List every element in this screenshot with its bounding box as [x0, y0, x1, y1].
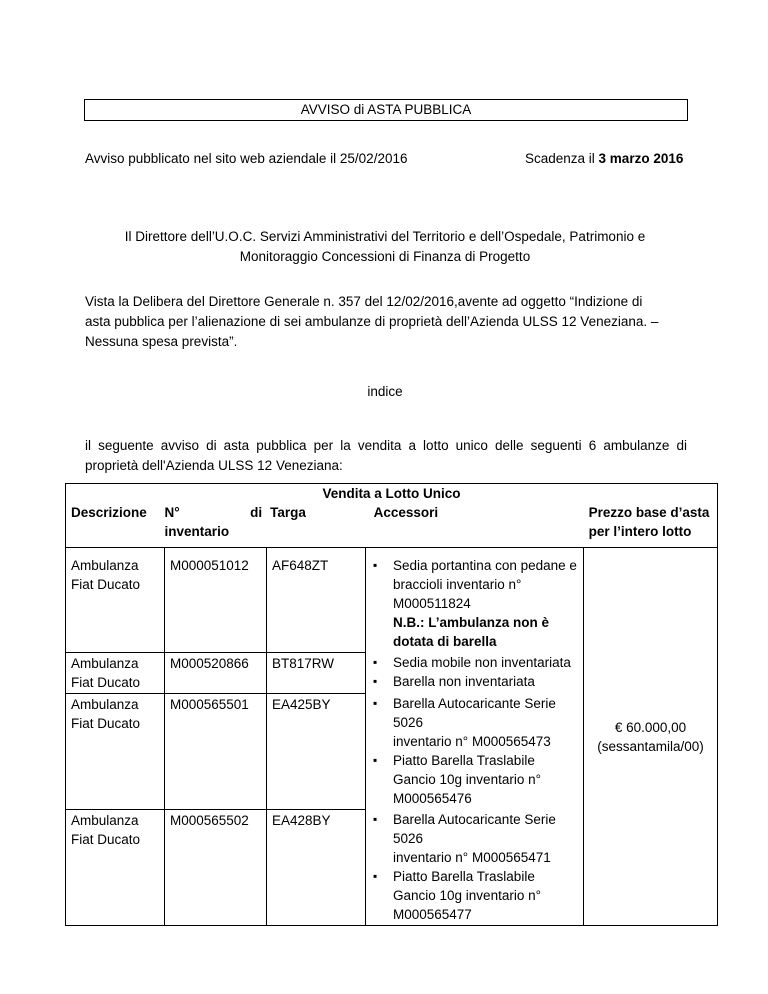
header-content	[71, 484, 712, 541]
director-line-1: Il Direttore dell’U.O.C. Servizi Amministrativi del Territorio e dell’Ospedale, Patrimonio e	[124, 229, 646, 244]
row-3-targa: EA425BY	[267, 693, 366, 809]
list-item: ▪ Piatto Barella Traslabile Gancio 10g inventario n° M000565476	[389, 751, 578, 808]
row-1-accessori	[366, 548, 584, 653]
row-2-description	[66, 652, 165, 693]
price-cell	[584, 548, 718, 926]
row-1-desc-line-2: Fiat Ducato	[71, 577, 141, 592]
vista-line-2: asta pubblica per l’alienazione di sei ambulanze di proprietà dell’Azienda ULSS 12 Veneziana. –	[85, 314, 659, 329]
list-item: ▪ Sedia portantina con pedane e braccioli inventario n° M000511824	[389, 556, 578, 613]
row-4-acc-a: Barella Autocaricante Serie 5026	[393, 812, 556, 846]
publication-date-text: Avviso pubblicato nel sito web aziendale il 25/02/2016	[85, 151, 408, 166]
row-1-desc-line-1: Ambulanza	[71, 558, 139, 573]
row-3-inventario: M000565501	[165, 693, 267, 809]
header-targa: Targa	[270, 505, 306, 520]
row-4-inventario: M000565502	[165, 809, 267, 926]
ambulance-lot-table	[65, 483, 718, 926]
deadline-date: 3 marzo 2016	[598, 151, 684, 166]
vista-paragraph	[85, 292, 687, 352]
intro-line-2: proprietà dell'Azienda ULSS 12 Veneziana:	[85, 458, 343, 473]
director-line-2: Monitoraggio Concessioni di Finanza di Progetto	[239, 249, 531, 264]
row-3-desc-line-1: Ambulanza	[71, 696, 139, 712]
deadline-text	[525, 150, 683, 168]
intro-line-1: il seguente avviso di asta pubblica per la vendita a lotto unico delle seguenti 6 ambulanze di	[85, 438, 687, 453]
row-1-note: N.B.: L’ambulanza non è dotata di barella	[393, 615, 550, 649]
indice-text: indice	[367, 384, 403, 399]
price-amount: € 60.000,00	[614, 719, 687, 735]
row-2-accessori	[366, 652, 584, 693]
row-4-acc-a2: inventario n° M000565471	[393, 850, 551, 865]
row-1-description	[66, 548, 165, 653]
row-2-desc-line-2: Fiat Ducato	[71, 674, 141, 690]
list-item: ▪ Piatto Barella Traslabile Gancio 10g inventario n° M000565477	[389, 867, 578, 924]
header-inventario-a: N°	[164, 505, 180, 520]
row-4-desc-line-2: Fiat Ducato	[71, 831, 141, 847]
vista-line-3: Nessuna spesa prevista”.	[85, 334, 238, 349]
list-item	[389, 810, 578, 867]
price-words: (sessantamila/00)	[597, 738, 704, 754]
director-heading	[84, 227, 686, 267]
row-2-desc-line-1: Ambulanza	[71, 655, 139, 671]
list-item	[389, 694, 578, 751]
list-item: ▪ Sedia mobile non inventariata	[389, 653, 578, 672]
header-inventario-b: di	[250, 505, 263, 520]
row-1-inventario: M000051012	[165, 548, 267, 653]
row-4-targa: EA428BY	[267, 809, 366, 926]
header-inventario-c: inventario	[164, 524, 230, 539]
table-header-cell	[66, 484, 718, 548]
lot-title: Vendita a Lotto Unico	[322, 486, 461, 501]
row-2-targa: BT817RW	[267, 652, 366, 693]
list-item: ▪ Barella non inventariata	[389, 672, 578, 691]
header-prezzo: Prezzo base d’asta per l’intero lotto	[588, 505, 710, 539]
row-3-acc-a: Barella Autocaricante Serie 5026	[393, 696, 556, 730]
row-3-description	[66, 693, 165, 809]
row-3-acc-a2: inventario n° M000565473	[393, 734, 551, 749]
row-4-accessori	[366, 809, 584, 926]
header-accessori: Accessori	[373, 505, 439, 520]
header-descrizione: Descrizione	[71, 505, 147, 520]
vista-line-1: Vista la Delibera del Direttore Generale n. 357 del 12/02/2016,avente ad oggetto “Indizione di	[85, 294, 643, 309]
document-title: AVVISO di ASTA PUBBLICA	[84, 99, 688, 121]
deadline-prefix: Scadenza il	[525, 151, 599, 166]
table-row	[66, 548, 718, 653]
header-inventario	[165, 503, 263, 541]
row-4-description	[66, 809, 165, 926]
row-4-desc-line-1: Ambulanza	[71, 812, 139, 828]
row-2-inventario: M000520866	[165, 652, 267, 693]
intro-paragraph	[85, 436, 687, 476]
row-1-targa: AF648ZT	[267, 548, 366, 653]
row-3-accessori	[366, 693, 584, 809]
row-3-desc-line-2: Fiat Ducato	[71, 715, 141, 731]
table-header-row	[66, 484, 718, 548]
